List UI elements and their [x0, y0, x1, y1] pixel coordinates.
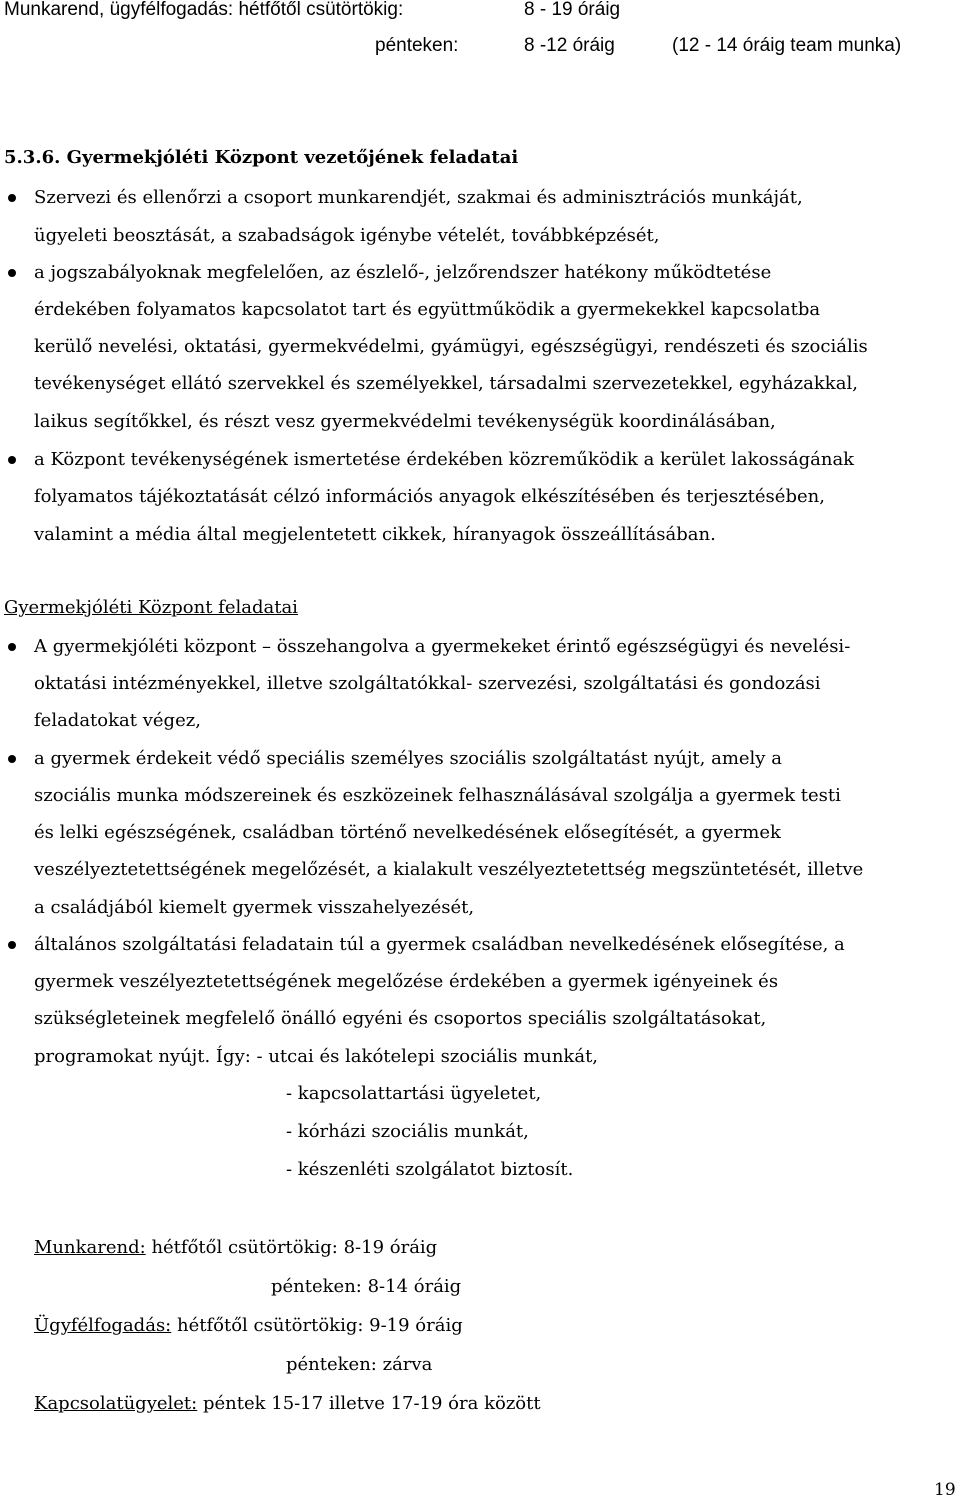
- hours-top-line2-note: (12 - 14 óráig team munka): [672, 35, 902, 56]
- tasks-bullet3-line2: gyermek veszélyeztetettségének megelőzése érdekében a gyermek igényeinek és: [34, 971, 779, 992]
- work-hours-line: [34, 1236, 437, 1260]
- section-bullet3-line1: a Központ tevékenységének ismertetése érdekében közreműködik a kerület lakosságának: [34, 449, 855, 470]
- section-bullet3-line3: valamint a média által megjelentetett cikkek, híranyagok összeállításában.: [34, 524, 716, 545]
- duty-hours-line: [34, 1392, 541, 1416]
- hours-top-line2-value: 8 -12 óráig: [524, 35, 615, 56]
- section-bullet2-line2: érdekében folyamatos kapcsolatot tart és együttműködik a gyermekekkel kapcsolatba: [34, 299, 821, 320]
- section-bullet2-line3: kerülő nevelési, oktatási, gyermekvédelmi, gyámügyi, egészségügyi, rendészeti és szociális: [34, 336, 868, 357]
- section-bullet1-line1: Szervezi és ellenőrzi a csoport munkarendjét, szakmai és adminisztrációs munkáját,: [34, 187, 803, 208]
- bullet-icon: [8, 643, 16, 651]
- hours-top-line1-value: 8 - 19 óráig: [524, 0, 621, 20]
- section-bullet2-line1: a jogszabályoknak megfelelően, az észlelő-, jelzőrendszer hatékony működtetése: [34, 262, 772, 283]
- section-bullet3-line2: folyamatos tájékoztatását célzó információs anyagok elkészítésében és terjesztésében,: [34, 486, 825, 507]
- work-hours-label: Munkarend:: [34, 1237, 146, 1258]
- client-hours-line: [34, 1314, 463, 1338]
- hours-top-line1-label: Munkarend, ügyfélfogadás: hétfőtől csütörtökig:: [4, 0, 404, 20]
- bullet-icon: [8, 456, 16, 464]
- duty-hours-label: Kapcsolatügyelet:: [34, 1393, 198, 1414]
- tasks-sub-item: - kórházi szociális munkát,: [286, 1121, 529, 1142]
- bullet-icon: [8, 755, 16, 763]
- tasks-bullet2-line1: a gyermek érdekeit védő speciális személyes szociális szolgáltatást nyújt, amely a: [34, 748, 782, 769]
- tasks-bullet2-line5: a családjából kiemelt gyermek visszahelyezését,: [34, 897, 475, 918]
- tasks-bullet3-line1: általános szolgáltatási feladatain túl a gyermek családban nevelkedésének elősegítése, a: [34, 934, 845, 955]
- page-number: 19: [934, 1480, 956, 1500]
- bullet-icon: [8, 194, 16, 202]
- tasks-bullet1-line3: feladatokat végez,: [34, 710, 201, 731]
- tasks-bullet1-line2: oktatási intézményekkel, illetve szolgáltatókkal- szervezési, szolgáltatási és gondozási: [34, 673, 821, 694]
- client-hours-label: Ügyfélfogadás:: [34, 1315, 172, 1336]
- bullet-icon: [8, 941, 16, 949]
- work-hours-fri: pénteken: 8-14 óráig: [271, 1276, 462, 1297]
- tasks-bullet2-line3: és lelki egészségének, családban történő nevelkedésének elősegítését, a gyermek: [34, 822, 781, 843]
- tasks-sub-item: - kapcsolattartási ügyeletet,: [286, 1083, 542, 1104]
- hours-top-line2-label: pénteken:: [375, 35, 459, 56]
- section-heading: 5.3.6. Gyermekjóléti Központ vezetőjének feladatai: [4, 147, 519, 168]
- tasks-heading: Gyermekjóléti Központ feladatai: [4, 597, 298, 618]
- section-bullet2-line4: tevékenységet ellátó szervekkel és személyekkel, társadalmi szervezetekkel, egyházakkal,: [34, 373, 858, 394]
- client-hours-fri: pénteken: zárva: [286, 1354, 433, 1375]
- duty-hours-value: péntek 15-17 illetve 17-19 óra között: [202, 1393, 541, 1414]
- tasks-bullet2-line4: veszélyeztetettségének megelőzését, a kialakult veszélyeztetettség megszüntetését, illetve: [34, 859, 864, 880]
- tasks-bullet3-line4: programokat nyújt. Így: - utcai és lakótelepi szociális munkát,: [34, 1046, 599, 1067]
- section-bullet2-line5: laikus segítőkkel, és részt vesz gyermekvédelmi tevékenységük koordinálásában,: [34, 411, 776, 432]
- work-hours-mon-thu: hétfőtől csütörtökig: 8-19 óráig: [151, 1237, 438, 1258]
- tasks-bullet3-line3: szükségleteinek megfelelő önálló egyéni és csoportos speciális szolgáltatásokat,: [34, 1008, 767, 1029]
- tasks-sub-item: - készenléti szolgálatot biztosít.: [286, 1159, 574, 1180]
- tasks-bullet1-line1: A gyermekjóléti központ – összehangolva a gyermekeket érintő egészségügyi és nevelési-: [34, 636, 851, 657]
- section-bullet1-line2: ügyeleti beosztását, a szabadságok igénybe vételét, továbbképzését,: [34, 225, 660, 246]
- client-hours-mon-thu: hétfőtől csütörtökig: 9-19 óráig: [176, 1315, 463, 1336]
- bullet-icon: [8, 269, 16, 277]
- tasks-bullet2-line2: szociális munka módszereinek és eszközeinek felhasználásával szolgálja a gyermek testi: [34, 785, 841, 806]
